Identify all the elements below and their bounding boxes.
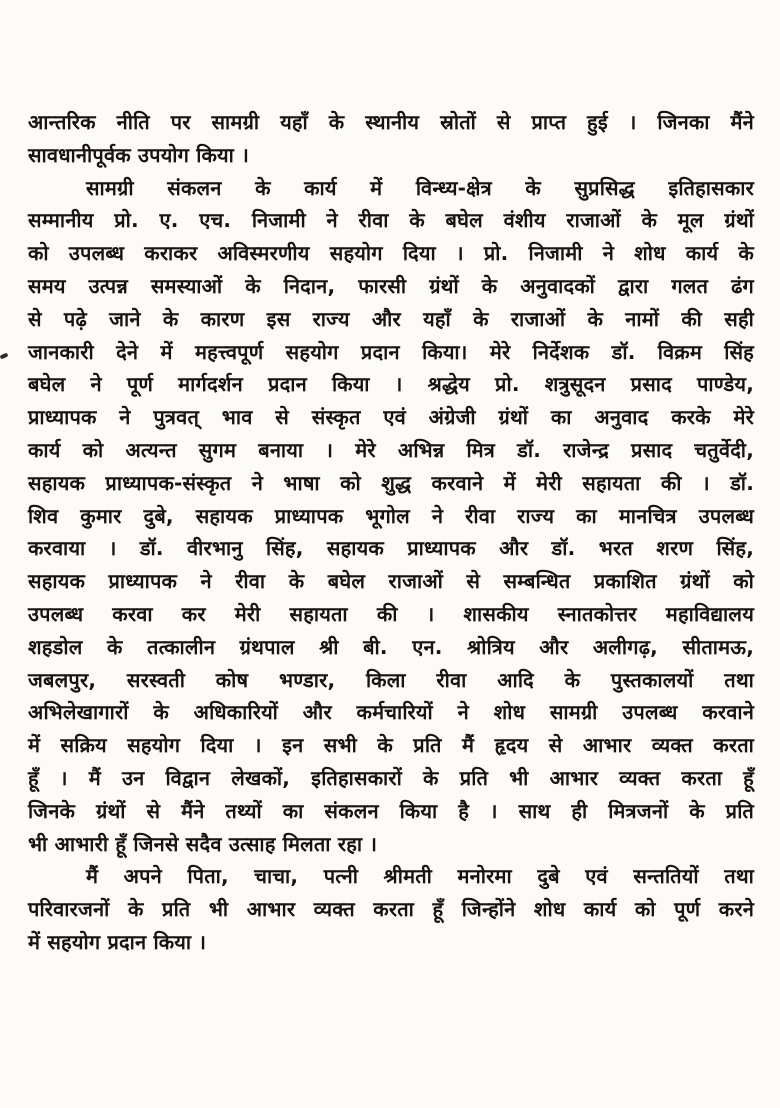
text-line: को उपलब्ध कराकर अविस्मरणीय सहयोग दिया । प्रो. निजामी ने शोध कार्य के <box>28 241 754 266</box>
text-line: सहायक प्राध्यापक ने रीवा के बघेल राजाओं से सम्बन्धित प्रकाशित ग्रंथों को <box>28 569 754 594</box>
text-line: शिव कुमार दुबे, सहायक प्राध्यापक भूगोल ने रीवा राज्य का मानचित्र उपलब्ध <box>28 503 754 528</box>
text-line: सम्मानीय प्रो. ए. एच. निजामी ने रीवा के बघेल वंशीय राजाओं के मूल ग्रंथों <box>28 208 754 233</box>
text-line: सामग्री संकलन के कार्य में विन्ध्य-क्षेत्र के सुप्रसिद्ध इतिहासकार <box>86 175 754 200</box>
scan-artifact-mark <box>0 352 8 359</box>
text-line: सहायक प्राध्यापक-संस्कृत ने भाषा को शुद्ध करवाने में मेरी सहायता की । डॉ. <box>28 470 754 495</box>
text-block <box>28 106 754 959</box>
text-line: सावधानीपूर्वक उपयोग किया । <box>28 142 249 167</box>
text-line: हूँ । मैं उन विद्वान लेखकों, इतिहासकारों के प्रति भी आभार व्यक्त करता हूँ <box>28 765 754 790</box>
text-line: जबलपुर, सरस्वती कोष भण्डार, किला रीवा आदि के पुस्तकालयों तथा <box>28 667 754 692</box>
text-line: प्राध्यापक ने पुत्रवत् भाव से संस्कृत एवं अंग्रेजी ग्रंथों का अनुवाद करके मेरे <box>28 405 754 430</box>
text-line: में सक्रिय सहयोग दिया । इन सभी के प्रति मैं हृदय से आभार व्यक्त करता <box>28 733 754 758</box>
text-line: जानकारी देने में महत्त्वपूर्ण सहयोग प्रदान किया। मेरे निर्देशक डॉ. विक्रम सिंह <box>28 339 754 364</box>
text-line: आन्तरिक नीति पर सामग्री यहाँ के स्थानीय स्रोतों से प्राप्त हुई । जिनका मैंने <box>28 110 754 134</box>
text-line: समय उत्पन्न समस्याओं के निदान, फारसी ग्रंथों के अनुवादकों द्वारा गलत ढंग <box>28 273 754 298</box>
text-line: से पढ़े जाने के कारण इस राज्य और यहाँ के राजाओं के नामों की सही <box>28 306 754 331</box>
text-line: बघेल ने पूर्ण मार्गदर्शन प्रदान किया । श्रद्धेय प्रो. शत्रुसूदन प्रसाद पाण्डेय, <box>28 372 754 397</box>
text-line: अभिलेखागारों के अधिकारियों और कर्मचारियों ने शोध सामग्री उपलब्ध करवाने <box>28 700 754 725</box>
paragraph-2 <box>28 172 754 861</box>
text-line: कार्य को अत्यन्त सुगम बनाया । मेरे अभिन्न मित्र डॉ. राजेन्द्र प्रसाद चतुर्वेदी, <box>28 437 754 462</box>
text-line: उपलब्ध करवा कर मेरी सहायता की । शासकीय स्नातकोत्तर महाविद्यालय <box>28 601 754 626</box>
text-line: में सहयोग प्रदान किया । <box>28 929 207 954</box>
text-line: भी आभारी हूँ जिनसे सदैव उत्साह मिलता रहा । <box>28 831 378 856</box>
text-line: परिवारजनों के प्रति भी आभार व्यक्त करता हूँ जिन्होंने शोध कार्य को पूर्ण करने <box>28 897 754 922</box>
text-line: मैं अपने पिता, चाचा, पत्नी श्रीमती मनोरमा दुबे एवं सन्ततियों तथा <box>86 864 754 889</box>
text-line: जिनके ग्रंथों से मैंने तथ्यों का संकलन किया है । साथ ही मित्रजनों के प्रति <box>28 798 754 823</box>
paragraph-3 <box>28 860 754 958</box>
paragraph-1 <box>28 106 754 172</box>
text-line: शहडोल के तत्कालीन ग्रंथपाल श्री बी. एन. श्रोत्रिय और अलीगढ़, सीतामऊ, <box>28 634 754 659</box>
text-line: करवाया । डॉ. वीरभानु सिंह, सहायक प्राध्यापक और डॉ. भरत शरण सिंह, <box>28 536 754 561</box>
